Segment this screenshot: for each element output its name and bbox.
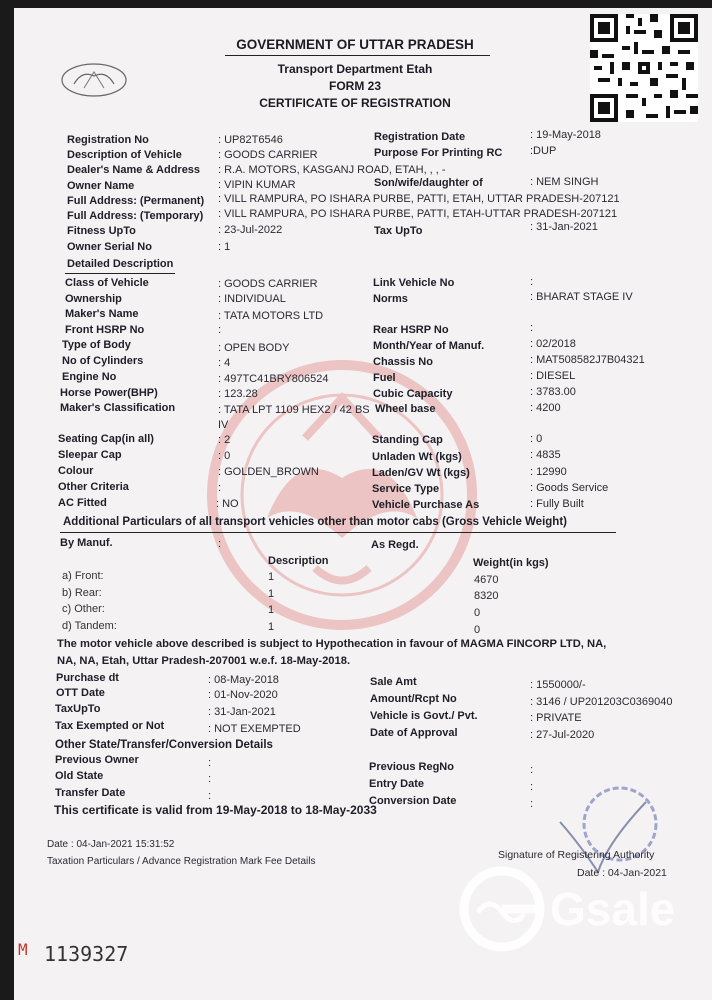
engine-value: : 497TC41BRY806524 <box>218 373 329 385</box>
approval-date-value: : 27-Jul-2020 <box>530 729 595 741</box>
dealer-label: Dealer's Name & Address <box>67 164 201 176</box>
owner-serial-value: : 1 <box>218 241 231 253</box>
other-axle-label: c) Other: <box>62 603 105 615</box>
maker-class-value: : TATA LPT 1109 HEX2 / 42 BS <box>218 404 370 416</box>
front-axle-weight: 4670 <box>474 574 499 586</box>
laden-wt-value: : 12990 <box>530 466 567 478</box>
gsale-watermark-logo <box>458 862 678 957</box>
other-axle-desc: 1 <box>268 604 275 616</box>
class-value: : GOODS CARRIER <box>218 278 318 290</box>
gsale-brand-text: Gsale <box>550 883 676 935</box>
colour-label: Colour <box>58 465 94 477</box>
form-number: FORM 23 <box>328 79 381 93</box>
body-type-label: Type of Body <box>62 339 131 351</box>
tax-upto-purchase-label: TaxUpTo <box>55 703 101 715</box>
serial-prefix: M <box>18 940 28 959</box>
purchase-date-label: Purchase dt <box>56 672 119 684</box>
tax-upto-purchase-value: : 31-Jan-2021 <box>208 706 276 718</box>
conversion-date-label: Conversion Date <box>369 795 457 807</box>
previous-regno-label: Previous RegNo <box>369 761 454 773</box>
cubic-capacity-value: : 3783.00 <box>530 386 576 398</box>
government-title: GOVERNMENT OF UTTAR PRADESH <box>236 37 474 52</box>
front-axle-desc: 1 <box>268 571 275 583</box>
up-emblem-icon <box>60 62 128 98</box>
transfer-date-value: : <box>208 790 212 802</box>
cylinders-label: No of Cylinders <box>62 355 144 367</box>
permanent-address-label: Full Address: (Permanent) <box>67 195 205 207</box>
sale-amount-label: Sale Amt <box>370 676 417 688</box>
ac-fitted-label: AC Fitted <box>58 497 107 509</box>
chassis-value: : MAT508582J7B04321 <box>530 354 645 366</box>
tandem-axle-weight: 0 <box>474 624 481 636</box>
manuf-date-label: Month/Year of Manuf. <box>373 340 485 352</box>
owner-name-value: : VIPIN KUMAR <box>218 179 296 191</box>
engine-label: Engine No <box>62 371 117 383</box>
maker-name-label: Maker's Name <box>65 308 139 320</box>
owner-name-label: Owner Name <box>67 180 135 192</box>
hypothecation-line-2: NA, NA, Etah, Uttar Pradesh-207001 w.e.f. 18-May-2018. <box>57 655 351 667</box>
entry-date-label: Entry Date <box>369 778 425 790</box>
detailed-description-heading: Detailed Description <box>67 258 174 270</box>
hypothecation-line-1: The motor vehicle above described is subject to Hypothecation in favour of MAGMA FINCORP LTD, NA, <box>57 638 607 650</box>
standing-cap-value: : 0 <box>530 433 543 445</box>
ownership-label: Ownership <box>65 293 122 305</box>
class-label: Class of Vehicle <box>65 277 149 289</box>
dealer-value: : R.A. MOTORS, KASGANJ ROAD, ETAH, , , - <box>218 164 446 176</box>
sale-amount-value: : 1550000/- <box>530 679 586 691</box>
seating-cap-value: : 2 <box>218 434 231 446</box>
govt-pvt-label: Vehicle is Govt./ Pvt. <box>370 710 478 722</box>
link-vehicle-value: : <box>530 276 534 288</box>
purchase-as-label: Vehicle Purchase As <box>372 499 480 511</box>
fuel-value: : DIESEL <box>530 370 576 382</box>
unladen-wt-value: : 4835 <box>530 449 561 461</box>
sleeper-cap-value: : 0 <box>218 450 231 462</box>
tax-exempted-label: Tax Exempted or Not <box>55 720 165 732</box>
tandem-axle-desc: 1 <box>268 621 275 633</box>
unladen-wt-label: Unladen Wt (kgs) <box>372 451 462 463</box>
permanent-address-value: : VILL RAMPURA, PO ISHARA PURBE, PATTI, ETAH, UTTAR PRADESH-207121 <box>218 193 620 205</box>
previous-owner-value: : <box>208 757 212 769</box>
taxation-particulars: Taxation Particulars / Advance Registration Mark Fee Details <box>47 856 316 867</box>
by-manuf-label: By Manuf. <box>60 537 113 549</box>
document-serial-number: 1139327 <box>44 942 129 966</box>
ott-date-label: OTT Date <box>56 687 105 699</box>
govt-pvt-value: : PRIVATE <box>530 712 582 724</box>
old-state-value: : <box>208 773 212 785</box>
maker-class-value-cont: IV <box>218 419 229 431</box>
manuf-date-value: : 02/2018 <box>530 338 576 350</box>
owner-serial-label: Owner Serial No <box>67 241 152 253</box>
tandem-axle-label: d) Tandem: <box>62 620 117 632</box>
tax-upto-value: : 31-Jan-2021 <box>530 221 598 233</box>
standing-cap-label: Standing Cap <box>372 434 443 446</box>
body-type-value: : OPEN BODY <box>218 342 290 354</box>
service-type-label: Service Type <box>372 483 440 495</box>
link-vehicle-label: Link Vehicle No <box>373 277 455 289</box>
issue-date: Date : 04-Jan-2021 15:31:52 <box>47 839 175 850</box>
laden-wt-label: Laden/GV Wt (kgs) <box>372 467 470 479</box>
horse-power-value: : 123.28 <box>218 388 258 400</box>
signature-authority: Signature of Registering Authority <box>498 849 655 861</box>
rear-hsrp-label: Rear HSRP No <box>373 324 449 336</box>
by-manuf-colon: : <box>218 538 222 550</box>
certificate-title: CERTIFICATE OF REGISTRATION <box>259 96 451 110</box>
purchase-as-value: : Fully Built <box>530 498 584 510</box>
transfer-details-heading: Other State/Transfer/Conversion Details <box>55 739 273 751</box>
ott-date-value: : 01-Nov-2020 <box>208 689 278 701</box>
fuel-label: Fuel <box>373 372 396 384</box>
other-criteria-label: Other Criteria <box>58 481 129 493</box>
reg-date-label: Registration Date <box>374 131 466 143</box>
wheel-base-value: : 4200 <box>530 402 561 414</box>
approval-date-label: Date of Approval <box>370 727 458 739</box>
old-state-label: Old State <box>55 770 104 782</box>
additional-particulars-heading: Additional Particulars of all transport vehicles other than motor cabs (Gross Vehicle Weight) <box>63 516 567 528</box>
other-axle-weight: 0 <box>474 607 481 619</box>
transfer-date-label: Transfer Date <box>55 787 126 799</box>
norms-label: Norms <box>373 293 408 305</box>
reg-no-label: Registration No <box>67 134 149 146</box>
previous-regno-value: : <box>530 764 534 776</box>
amount-receipt-value: : 3146 / UP201203C0369040 <box>530 696 673 708</box>
purpose-value: :DUP <box>530 145 557 157</box>
description-column-header: Description <box>268 555 329 567</box>
ownership-value: : INDIVIDUAL <box>218 293 286 305</box>
purchase-date-value: : 08-May-2018 <box>208 674 279 686</box>
as-regd-label: As Regd. <box>371 539 419 551</box>
rear-hsrp-value: : <box>530 322 534 334</box>
service-type-value: : Goods Service <box>530 482 609 494</box>
fitness-value: : 23-Jul-2022 <box>218 224 283 236</box>
cubic-capacity-label: Cubic Capacity <box>373 388 453 400</box>
vehicle-desc-label: Description of Vehicle <box>67 149 182 161</box>
rear-axle-label: b) Rear: <box>62 587 102 599</box>
front-hsrp-value: : <box>218 324 222 336</box>
maker-name-value: : TATA MOTORS LTD <box>218 310 324 322</box>
front-hsrp-label: Front HSRP No <box>65 324 145 336</box>
relation-value: : NEM SINGH <box>530 176 599 188</box>
front-axle-label: a) Front: <box>62 570 104 582</box>
cylinders-value: : 4 <box>218 357 231 369</box>
norms-value: : BHARAT STAGE IV <box>530 291 633 303</box>
ac-fitted-value: : NO <box>216 498 239 510</box>
weight-column-header: Weight(in kgs) <box>473 557 549 569</box>
detailed-description-underline <box>65 273 175 274</box>
horse-power-label: Horse Power(BHP) <box>60 387 158 399</box>
temporary-address-label: Full Address: (Temporary) <box>67 210 204 222</box>
rear-axle-desc: 1 <box>268 588 275 600</box>
tax-exempted-value: : NOT EXEMPTED <box>208 723 301 735</box>
sleeper-cap-label: Sleepar Cap <box>58 449 122 461</box>
previous-owner-label: Previous Owner <box>55 754 139 766</box>
colour-value: : GOLDEN_BROWN <box>218 466 319 478</box>
conversion-date-value: : <box>530 798 534 810</box>
seating-cap-label: Seating Cap(in all) <box>58 433 154 445</box>
validity-statement: This certificate is valid from 19-May-2018 to 18-May-2033 <box>54 803 377 817</box>
tax-upto-label: Tax UpTo <box>374 225 423 237</box>
reg-no-value: : UP82T6546 <box>218 134 283 146</box>
relation-label: Son/wife/daughter of <box>374 177 483 189</box>
amount-receipt-label: Amount/Rcpt No <box>370 693 457 705</box>
wheel-base-label: Wheel base <box>375 403 436 415</box>
department-title: Transport Department Etah <box>277 62 433 76</box>
vehicle-desc-value: : GOODS CARRIER <box>218 149 318 161</box>
title-underline <box>225 55 490 56</box>
additional-heading-underline <box>60 532 616 533</box>
signature-date: Date : 04-Jan-2021 <box>577 867 667 879</box>
fitness-label: Fitness UpTo <box>67 225 136 237</box>
temporary-address-value: : VILL RAMPURA, PO ISHARA PURBE, PATTI, ETAH-UTTAR PRADESH-207121 <box>218 208 618 220</box>
qr-code <box>590 14 698 122</box>
rear-axle-weight: 8320 <box>474 590 499 602</box>
reg-date-value: : 19-May-2018 <box>530 129 601 141</box>
entry-date-value: : <box>530 781 534 793</box>
chassis-label: Chassis No <box>373 356 433 368</box>
purpose-label: Purpose For Printing RC <box>374 147 503 159</box>
maker-class-label: Maker's Classification <box>60 402 176 414</box>
other-criteria-value: : <box>218 482 222 494</box>
